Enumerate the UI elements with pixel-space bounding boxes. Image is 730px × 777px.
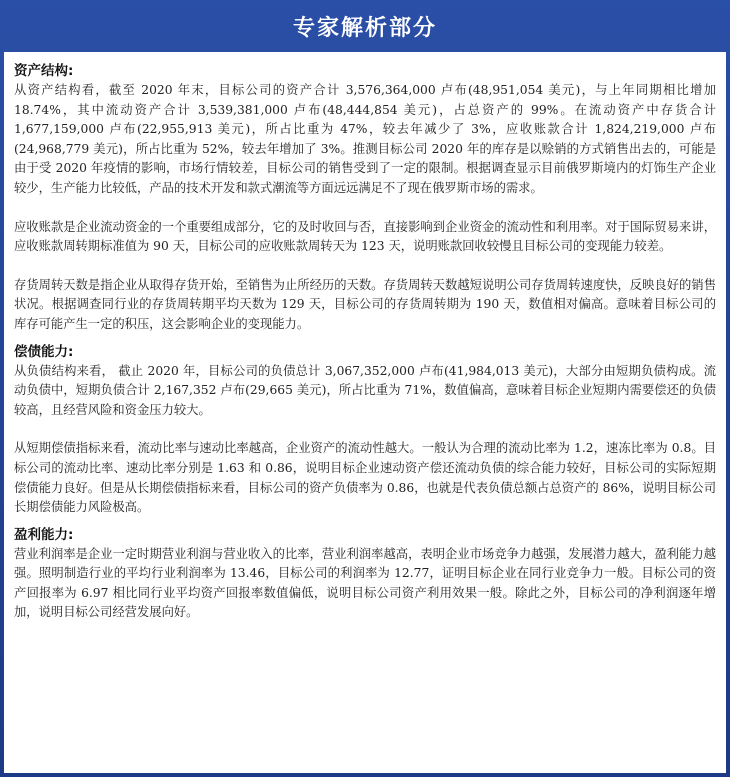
page-title: 专家解析部分: [292, 15, 437, 41]
paragraph-asset-structure-3: 存货周转天数是指企业从取得存货开始，至销售为止所经历的天数。存货周转天数越短说明公司存货周转速度快，反映良好的销售状况。根据调查同行业的存货周转期平均天数为 129 天，目标公司的存货周转期为 190 天，数值相对偏高。意味着目标公司的库存可能产生一定的积压，这会影响企业的变现能力。: [14, 277, 716, 331]
paragraph-asset-structure-2: 应收账款是企业流动资金的一个重要组成部分，它的及时收回与否，直接影响到企业资金的流动性和利用率。对于国际贸易来讲，应收账款周转期标准值为 90 天，目标公司的应收账款周转天为 123 天，说明账款回收较慢且目标公司的变现能力较差。: [14, 219, 716, 254]
content-panel: [4, 52, 726, 773]
section-title-solvency: 偿债能力:: [14, 343, 74, 360]
header-bar: [0, 0, 730, 52]
paragraph-solvency-1: 从负债结构来看， 截止 2020 年，目标公司的负债总计 3,067,352,000 卢布(41,984,013 美元)，大部分由短期负债构成。流动负债中，短期负债合计 2,167,352 卢布(29,665 美元)，所占比重为 71%，数值偏高，意味着目标企业短期内需要偿还的负债较高，且经营风险和资金压力较大。: [14, 363, 716, 417]
section-title-profitability: 盈利能力:: [14, 526, 74, 543]
paragraph-profitability-1: 营业利润率是企业一定时期营业利润与营业收入的比率，营业利润率越高，表明企业市场竞争力越强，发展潜力越大，盈利能力越强。照明制造行业的平均行业利润率为 13.46，目标公司的利润率为 12.77，证明目标企业在同行业竞争力一般。目标公司的资产回报率为 6.97 相比同行业平均资产回报率数值偏低，说明目标公司资产利用效果一般。除此之外，目标公司的净利润逐年增加，说明目标公司经营发展向好。: [14, 546, 716, 620]
paragraph-asset-structure-1: 从资产结构看，截至 2020 年末，目标公司的资产合计 3,576,364,000 卢布(48,951,054 美元)，与上年同期相比增加 18.74%，其中流动资产合计 3,539,381,000 卢布(48,444,854 美元)，占总资产的 99%。在流动资产中存货合计 1,677,159,000 卢布(22,955,913 美元)，所占比重为 47%，较去年减少了 3%，应收账款合计 1,824,219,000 卢布(24,968,779 美元)，所占比重为 52%，较去年增加了 3%。推测目标公司 2020 年的库存是以赊销的方式销售出去的，可能是由于受 2020 年疫情的影响，市场行情较差，目标公司的销售受到了一定的限制。根据调查显示目前俄罗斯境内的灯饰生产企业较少，生产能力比较低，产品的技术开发和款式潮流等方面远远满足不了现在俄罗斯市场的需求。: [14, 83, 716, 195]
paragraph-solvency-2: 从短期偿债指标来看，流动比率与速动比率越高，企业资产的流动性越大。一般认为合理的流动比率为 1.2，速冻比率为 0.8。目标公司的流动比率、速动比率分别是 1.63 和 0.86，说明目标企业速动资产偿还流动负债的综合能力较好，目标公司的实际短期偿债能力良好。但是从长期偿债指标来看，目标公司的资产负债率为 0.86，也就是代表负债总额占总资产的 86%，说明目标公司长期偿债能力风险极高。: [14, 441, 716, 515]
section-title-asset-structure: 资产结构:: [14, 63, 74, 79]
